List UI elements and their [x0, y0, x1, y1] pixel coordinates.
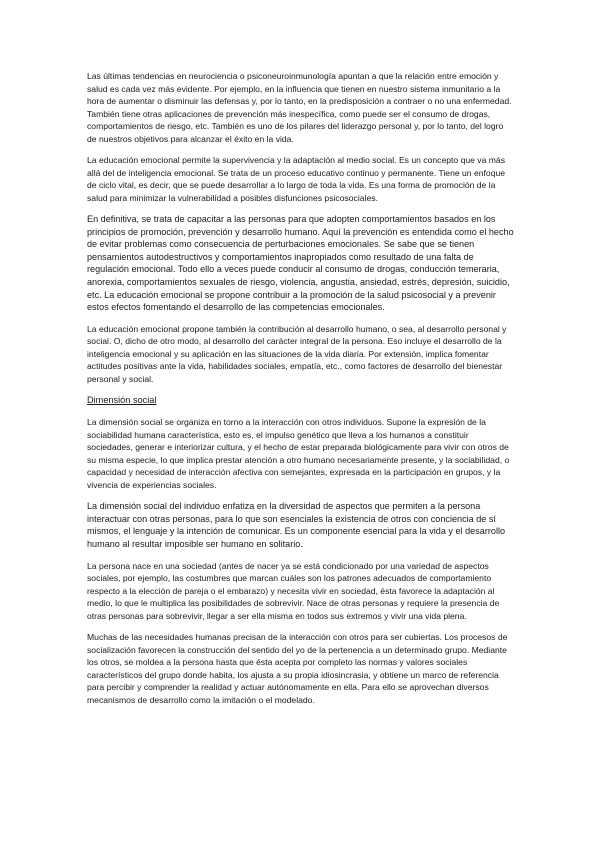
paragraph-intro-4: La educación emocional propone también la contribución al desarrollo humano, o sea, al desarrollo personal y social. O, dicho de otro modo, al desarrollo del carácter integral de la persona. Eso incluye el desarrollo de la inteligencia emocional y su aplicación en las situaciones de la vida diaria. Por extensión, implica fomentar actitudes positivas ante la vida, habilidades sociales, empatía, etc., como factores de desarrollo del bienestar personal y social.	[87, 323, 507, 384]
section-heading: Dimensión social	[87, 395, 157, 406]
paragraph-section-1: La dimensión social se organiza en torno a la interacción con otros individuos. Supone la expresión de la sociabilidad humana característica, esto es, el impulso genético que lleva a los humanos a constituir sociedades, generar e interiorizar cultura, y el hecho de estar preparada biológicamente para vivir con otros de su misma especie, lo que implica prestar atención a otro humano necesariamente presente, y la sociabilidad, o capacidad y necesidad de interacción afectiva con semejantes, expresada en la participación en grupos, y la vivencia de experiencias sociales.	[87, 417, 510, 490]
paragraph-intro-2: La educación emocional permite la supervivencia y la adaptación al medio social. Es un concepto que va más allá del de inteligencia emocional. Se trata de un proceso educativo continuo y permanente. Tiene un enfoque de ciclo vital, es decir, que se puede desarrollar a lo largo de toda la vida. Es una forma de promoción de la salud para minimizar la vulnerabilidad a posibles disfunciones psicosociales.	[87, 155, 506, 203]
paragraph-section-3: La persona nace en una sociedad (antes de nacer ya se está condicionado por una variedad de aspectos sociales, por ejemplo, las costumbres que marcan cuáles son los patrones adecuados de comportamiento respecto a la elección de pareja o el embarazo) y necesita vivir en sociedad, ésta favorece la adaptación al medio, lo que le multiplica las posibilidades de sobrevivir. Nace de otras personas y requiere la presencia de otras personas para sobrevivir, llegar a ser ella misma en todos sus extremos y vivir una vida plena.	[87, 560, 500, 621]
paragraph-intro-3: En definitiva, se trata de capacitar a las personas para que adopten comportamientos basados en los principios de promoción, prevención y desarrollo humano. Aquí la prevención es entendida como el hecho de evitar problemas como consecuencia de perturbaciones emocionales. Se sabe que se tienen pensamientos autodestructivos y comportamientos inapropiados como resultado de una falta de regulación emocional. Todo ello a veces puede conducir al consumo de drogas, conducción temeraria, anorexia, comportamientos sexuales de riesgo, violencia, angustia, ansiedad, estrés, depresión, suicidio, etc. La educación emocional se propone contribuir a la promoción de la salud psicosocial y a prevenir estos efectos fomentando el desarrollo de las competencias emocionales.	[87, 214, 514, 313]
paragraph-section-2: La dimensión social del individuo enfatiza en la diversidad de aspectos que permiten a la persona interactuar con otras personas, para lo que son esenciales la existencia de otros con conciencia de sí mismos, el lenguaje y la intención de comunicar. Es un componente esencial para la vida y el desarrollo humano al resultar imposible ser humano en solitario.	[87, 501, 506, 550]
paragraph-section-4: Muchas de las necesidades humanas precisan de la interacción con otros para ser cubiertas. Los procesos de socialización favorecen la construcción del sentido del yo de la pertenencia a un determinado grupo. Mediante los otros, se moldea a la persona hasta que ésta acepta por completo las normas y valores sociales característicos del grupo donde habita, los ajusta a su propia idiosincrasia, y obtiene un marco de referencia para percibir y comprender la realidad y actuar autónomamente en ella. Para ello se aprovechan diversos mecanismos de desarrollo como la imitación o el modelado.	[87, 632, 508, 705]
paragraph-intro-1: Las últimas tendencias en neurociencia o psiconeuroinmunología apuntan a que la relación entre emoción y salud es cada vez más evidente. Por ejemplo, en la influencia que tienen en nuestro sistema inmunitario a la hora de aumentar o disminuir las defensas y, por lo tanto, en la predisposición a contraer o no una enfermedad. También tiene otras aplicaciones de prevención más inespecífica, como puede ser el consumo de drogas, comportamientos de riesgo, etc. También es uno de los pilares del liderazgo personal y, por lo tanto, del logro de nuestros objetivos para alcanzar el éxito en la vida.	[87, 71, 512, 144]
